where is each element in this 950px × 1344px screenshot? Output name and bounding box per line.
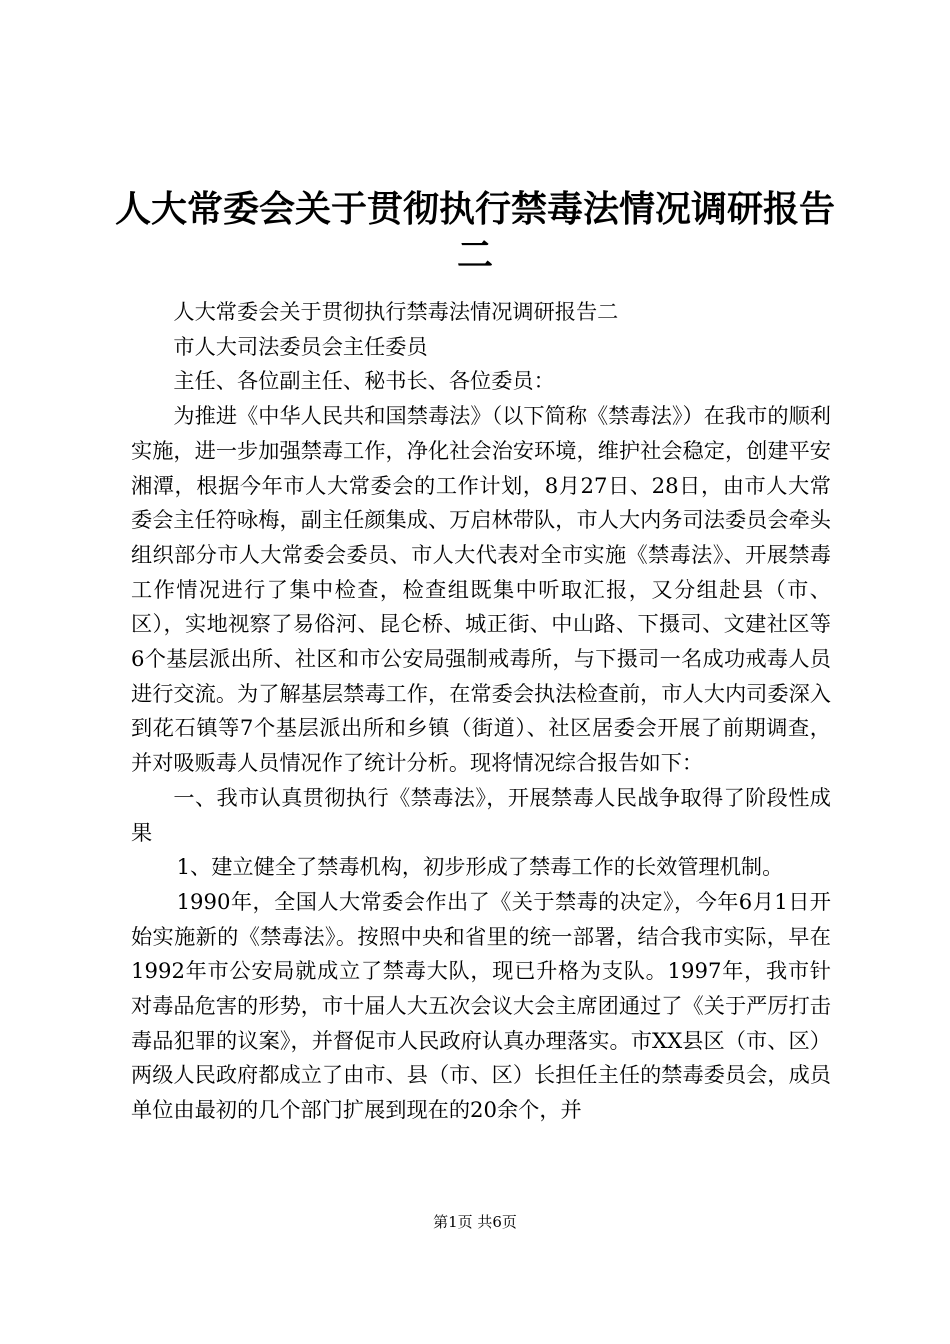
paragraph-salutation: 主任、各位副主任、秘书长、各位委员：: [173, 368, 555, 394]
paragraph-subtitle: 人大常委会关于贯彻执行禁毒法情况调研报告二: [173, 299, 619, 324]
paragraph-intro: 为推进《中华人民共和国禁毒法》（以下简称《禁毒法》）在我市的顺利实施，进一步加强禁毒工作，净化社会治安环境，维护社会稳定，创建平安湘潭，根据今年市人大常委会的工作计划，8月27日、28日，由市人大常委会主任符咏梅，副主任颜集成、万启林带队，市人大内务司法委员会牵头组织部分市人大常委会委员、市人大代表对全市实施《禁毒法》、开展禁毒工作情况进行了集中检查，检查组既集中听取汇报，又分组赴县（市、区），实地视察了易俗河、昆仑桥、城正街、中山路、下摄司、文建社区等6个基层派出所、社区和市公安局强制戒毒所，与下摄司一名成功戒毒人员进行交流。为了解基层禁毒工作，在常委会执法检查前，市人大内司委深入到花石镇等7个基层派出所和乡镇（街道）、社区居委会开展了前期调查，并对吸贩毒人员情况作了统计分析。现将情况综合报告如下：: [131, 403, 831, 776]
paragraph-subheading: 1、建立健全了禁毒机构，初步形成了禁毒工作的长效管理机制。: [176, 854, 784, 880]
page-number-footer: 第1页 共6页: [433, 1213, 517, 1231]
document-title: 人大常委会关于贯彻执行禁毒法情况调研报告: [114, 189, 835, 230]
paragraph-section-heading: 一、我市认真贯彻执行《禁毒法》，开展禁毒人民战争取得了阶段性成果: [131, 784, 831, 845]
paragraph-author: 市人大司法委员会主任委员: [173, 333, 428, 359]
paragraph-body: 1990年，全国人大常委会作出了《关于禁毒的决定》，今年6月1日开始实施新的《禁毒法》。按照中央和省里的统一部署，结合我市实际，早在1992年市公安局就成立了禁毒大队，现已升格为支队。1997年，我市针对毒品危害的形势，市十届人大五次会议大会主席团通过了《关于严厉打击毒品犯罪的议案》，并督促市人民政府认真办理落实。市XX县区（市、区）两级人民政府都成立了由市、县（市、区）长担任主任的禁毒委员会，成员单位由最初的几个部门扩展到现在的20余个，并: [131, 888, 831, 1123]
document-body: [131, 295, 831, 1128]
document-title-continued: 二: [456, 235, 493, 276]
